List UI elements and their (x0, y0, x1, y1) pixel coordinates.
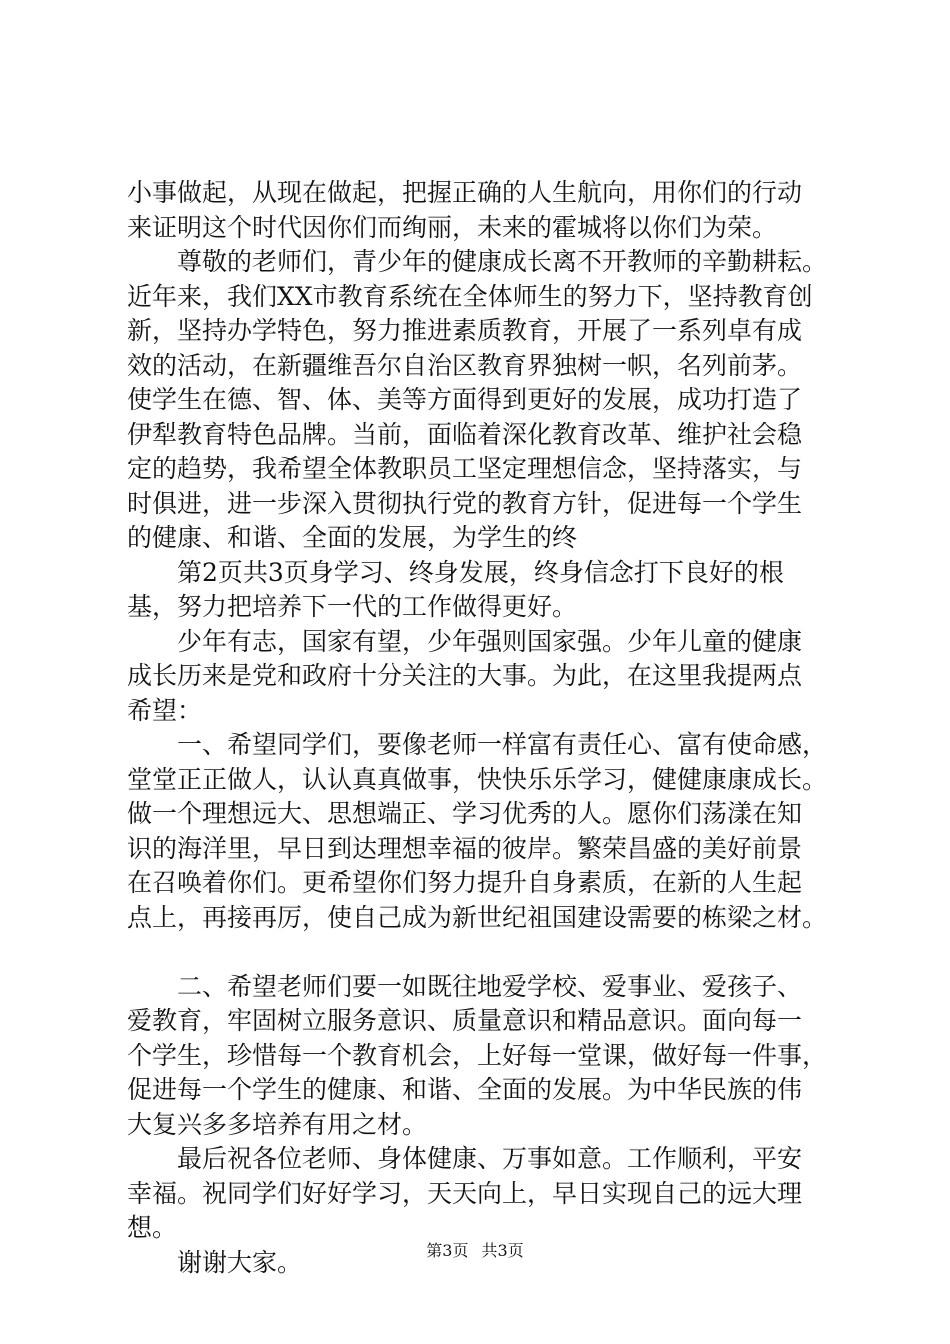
text-line (127, 935, 843, 970)
text-line: 在召唤着你们。更希望你们努力提升自身素质，在新的人生起 (127, 868, 803, 897)
text-line: 识的海洋里，早日到达理想幸福的彼岸。繁荣昌盛的美好前景 (127, 833, 803, 863)
text-line: 想。 (127, 1213, 178, 1242)
text-line: 小事做起，从现在做起，把握正确的人生航向，用你们的行动 (127, 178, 803, 207)
text-line: 少年有志，国家有望，少年强则国家强。少年儿童的健康 (177, 626, 803, 656)
text-line: 的健康、和谐、全面的发展，为学生的终 (127, 523, 578, 552)
text-line: 基，努力把培养下一代的工作做得更好。 (127, 592, 578, 621)
text-line: 效的活动，在新疆维吾尔自治区教育界独树一帜，名列前茅。 (127, 350, 803, 380)
text-line: 希望： (127, 695, 203, 725)
text-line: 二、希望老师们要一如既往地爱学校、爱事业、爱孩子、 (177, 971, 803, 1001)
text-line: 来证明这个时代因你们而绚丽，未来的霍城将以你们为荣。 (127, 212, 778, 242)
text-line: 大复兴多多培养有用之材。 (127, 1109, 428, 1139)
text-line: 伊犁教育特色品牌。当前，面临着深化教育改革、维护社会稳 (127, 419, 803, 449)
text-line: 尊敬的老师们，青少年的健康成长离不开教师的辛勤耕耘。 (177, 247, 828, 276)
text-line: 个学生，珍惜每一个教育机会，上好每一堂课，做好每一件事， (127, 1040, 828, 1070)
text-line: 近年来，我们XX市教育系统在全体师生的努力下，坚持教育创 (127, 281, 813, 311)
text-line: 谢谢大家。 (177, 1247, 303, 1277)
text-line: 新，坚持办学特色，努力推进素质教育，开展了一系列卓有成 (127, 316, 803, 345)
text-line: 第2页共3页身学习、终身发展，终身信念打下良好的根 (177, 557, 784, 587)
page-total: 共3页 (481, 1241, 524, 1260)
text-line: 爱教育，牢固树立服务意识、质量意识和精品意识。面向每一 (127, 1006, 803, 1035)
text-line: 促进每一个学生的健康、和谐、全面的发展。为中华民族的伟 (127, 1075, 803, 1104)
document-body (127, 176, 843, 1280)
text-line: 做一个理想远大、思想端正、学习优秀的人。愿你们荡漾在知 (127, 799, 803, 828)
text-line: 幸福。祝同学们好好学习，天天向上，早日实现自己的远大理 (127, 1178, 803, 1208)
page-number: 第3页 (426, 1241, 469, 1260)
text-line: 成长历来是党和政府十分关注的大事。为此，在这里我提两点 (127, 661, 803, 690)
text-line: 一、希望同学们，要像老师一样富有责任心、富有使命感， (177, 730, 828, 759)
text-line: 定的趋势，我希望全体教职员工坚定理想信念，坚持落实，与 (127, 454, 803, 483)
text-line: 时俱进，进一步深入贯彻执行党的教育方针，促进每一个学生 (127, 488, 803, 518)
page-footer (0, 1241, 950, 1261)
text-line: 使学生在德、智、体、美等方面得到更好的发展，成功打造了 (127, 385, 803, 414)
text-line: 最后祝各位老师、身体健康、万事如意。工作顺利，平安 (177, 1144, 803, 1173)
text-line: 点上，再接再厉，使自己成为新世纪祖国建设需要的栋梁之材。 (127, 902, 828, 932)
text-line: 堂堂正正做人，认认真真做事，快快乐乐学习，健健康康成长。 (127, 764, 828, 794)
